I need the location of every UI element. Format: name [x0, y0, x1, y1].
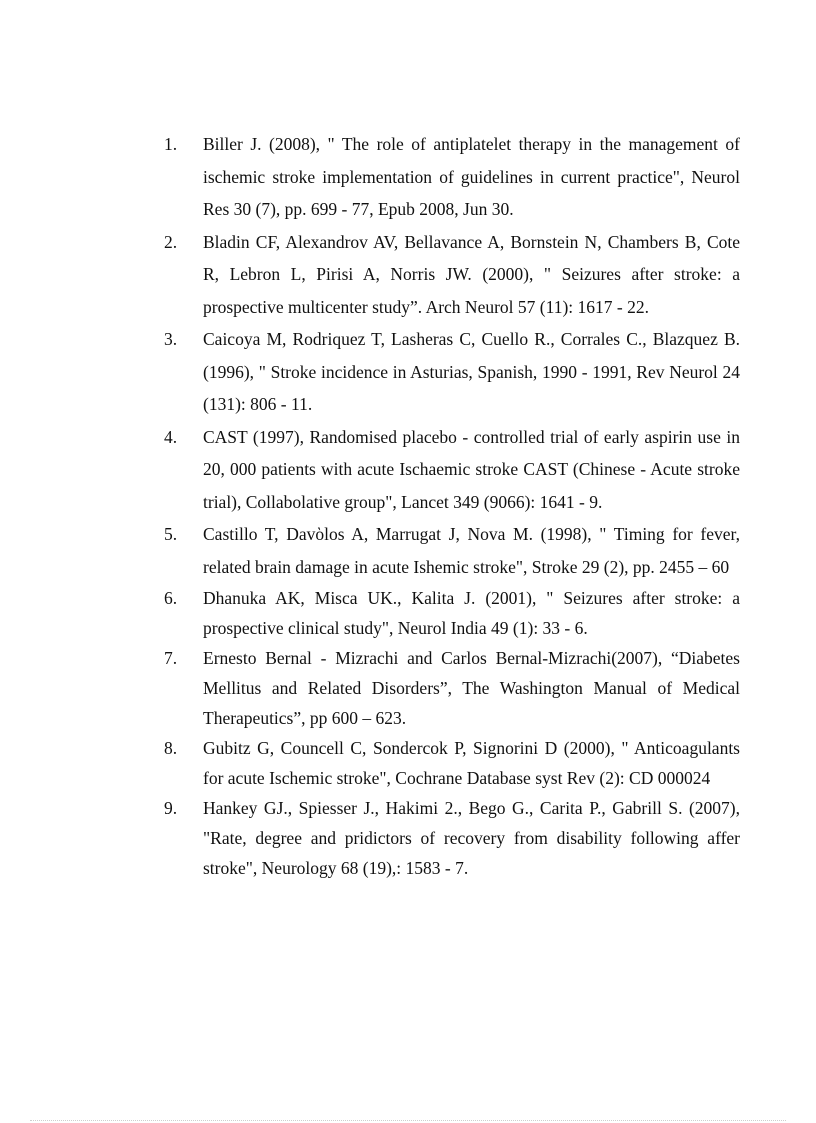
reference-list	[160, 128, 740, 883]
reference-text: Bladin CF, Alexandrov AV, Bellavance A, Bornstein N, Chambers B, Cote R, Lebron L, Pirisi A, Norris JW. (2000), " Seizures after stroke: a prospective multicenter study”. Arch Neurol 57 (11): 1617 - 22.	[203, 231, 740, 317]
reference-item-6	[160, 583, 740, 643]
reference-text: Dhanuka AK, Misca UK., Kalita J. (2001), " Seizures after stroke: a prospective clinical study", Neurol India 49 (1): 33 - 6.	[203, 588, 740, 638]
reference-number: 6.	[164, 588, 178, 608]
reference-number: 3.	[164, 329, 178, 349]
reference-item-4	[160, 421, 740, 519]
reference-text: Gubitz G, Councell C, Sondercok P, Signorini D (2000), " Anticoagulants for acute Ischemic stroke", Cochrane Database syst Rev (2): CD 000024	[203, 738, 740, 788]
reference-item-1	[160, 128, 740, 226]
reference-text: Ernesto Bernal - Mizrachi and Carlos Bernal-Mizrachi(2007), “Diabetes Mellitus and Related Disorders”, The Washington Manual of Medical Therapeutics”, pp 600 – 623.	[203, 648, 740, 728]
reference-number: 7.	[164, 648, 178, 668]
reference-text: Caicoya M, Rodriquez T, Lasheras C, Cuello R., Corrales C., Blazquez B. (1996), " Stroke incidence in Asturias, Spanish, 1990 - 1991, Rev Neurol 24 (131): 806 - 11.	[203, 329, 740, 414]
reference-text: Hankey GJ., Spiesser J., Hakimi 2., Bego G., Carita P., Gabrill S. (2007), "Rate, degree and pridictors of recovery from disability following affer stroke", Neurology 68 (19),: 1583 - 7.	[203, 798, 740, 878]
reference-number: 5.	[164, 524, 178, 544]
reference-number: 4.	[164, 426, 178, 447]
reference-item-7	[160, 643, 740, 733]
reference-text: Castillo T, Davὸlos A, Marrugat J, Nova M. (1998), " Timing for fever, related brain damage in acute Ishemic stroke", Stroke 29 (2), pp. 2455 – 60	[203, 524, 740, 577]
reference-text: CAST (1997), Randomised placebo - controlled trial of early aspirin use in 20, 000 patients with acute Ischaemic stroke CAST (Chinese - Acute stroke trial), Collabolative group", Lancet 349 (9066): 1641 - 9.	[203, 426, 740, 512]
reference-item-3	[160, 323, 740, 421]
reference-number: 1.	[164, 134, 178, 154]
reference-item-8	[160, 733, 740, 793]
reference-item-9	[160, 793, 740, 883]
reference-item-2	[160, 226, 740, 324]
reference-item-5	[160, 518, 740, 583]
page-bottom-divider	[30, 1120, 786, 1121]
reference-number: 2.	[164, 231, 178, 252]
reference-number: 8.	[164, 738, 178, 758]
reference-text: Biller J. (2008), " The role of antiplatelet therapy in the management of ischemic stroke implementation of guidelines in current practice", Neurol Res 30 (7), pp. 699 - 77, Epub 2008, Jun 30.	[203, 134, 740, 219]
reference-number: 9.	[164, 798, 178, 818]
